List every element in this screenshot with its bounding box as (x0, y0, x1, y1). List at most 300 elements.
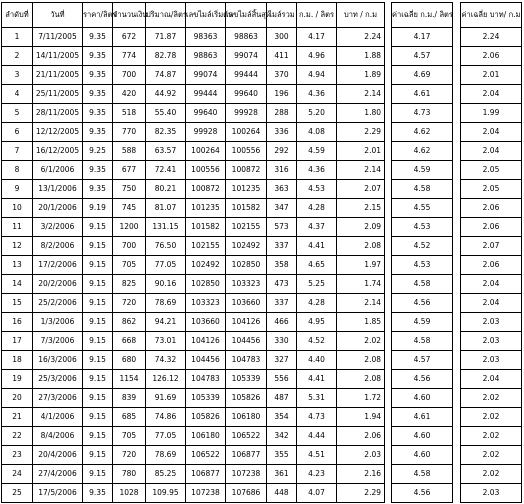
cell-km-per-l: 4.65 (297, 256, 337, 275)
cell-odo-start: 100264 (186, 142, 226, 161)
cell-distance: 300 (267, 28, 297, 47)
cell-km-per-l: 4.44 (297, 427, 337, 446)
cell-km-per-l: 5.20 (297, 104, 337, 123)
table-row (461, 199, 522, 218)
cell-date: 8/2/2006 (33, 237, 83, 256)
cell-odo-end: 100264 (226, 123, 267, 142)
table-row (2, 85, 385, 104)
table-row (461, 28, 522, 47)
cell-baht-per-km: 2.14 (337, 161, 385, 180)
cell-km-per-l: 4.36 (297, 161, 337, 180)
header-odo-end: เลขไมล์สิ้นสุด (226, 3, 267, 28)
header-price: ราคา/ลิตร (83, 3, 113, 28)
cell-price: 9.15 (83, 427, 113, 446)
cell-volume: 74.32 (146, 351, 186, 370)
cell-amount: 705 (113, 256, 146, 275)
cell-odo-end: 107686 (226, 484, 267, 503)
cell-no: 21 (2, 408, 33, 427)
cell-odo-end: 99640 (226, 85, 267, 104)
cell-distance: 448 (267, 484, 297, 503)
cell-odo-end: 107238 (226, 465, 267, 484)
cell-km-per-l: 4.94 (297, 66, 337, 85)
header-row (392, 3, 453, 28)
cell-avg-baht-per-km: 1.99 (461, 104, 522, 123)
cell-baht-per-km: 2.01 (337, 142, 385, 161)
table-row (392, 484, 453, 503)
cell-price: 9.35 (83, 104, 113, 123)
table-row (2, 47, 385, 66)
cell-no: 6 (2, 123, 33, 142)
cell-date: 17/5/2006 (33, 484, 83, 503)
cell-avg-km-per-l: 4.57 (392, 47, 453, 66)
table-row (461, 123, 522, 142)
cell-odo-end: 104783 (226, 351, 267, 370)
cell-volume: 82.78 (146, 47, 186, 66)
cell-avg-km-per-l: 4.62 (392, 142, 453, 161)
cell-amount: 839 (113, 389, 146, 408)
header-row (461, 3, 522, 28)
cell-price: 9.35 (83, 85, 113, 104)
table-row (461, 161, 522, 180)
cell-baht-per-km: 1.94 (337, 408, 385, 427)
cell-price: 9.15 (83, 313, 113, 332)
cell-distance: 337 (267, 237, 297, 256)
cell-no: 14 (2, 275, 33, 294)
table-row (2, 294, 385, 313)
cell-avg-km-per-l: 4.61 (392, 408, 453, 427)
cell-baht-per-km: 2.02 (337, 332, 385, 351)
cell-volume: 44.92 (146, 85, 186, 104)
cell-odo-start: 106877 (186, 465, 226, 484)
cell-volume: 80.21 (146, 180, 186, 199)
table-row (2, 237, 385, 256)
cell-avg-baht-per-km: 2.02 (461, 427, 522, 446)
header-avg-baht-per-km: ค่าเฉลี่ย บาท/ ก.ม (461, 3, 522, 28)
cell-odo-start: 106522 (186, 446, 226, 465)
table-row (392, 256, 453, 275)
cell-amount: 1200 (113, 218, 146, 237)
table-row (461, 47, 522, 66)
cell-avg-baht-per-km: 2.04 (461, 294, 522, 313)
cell-odo-start: 107238 (186, 484, 226, 503)
cell-odo-end: 100872 (226, 161, 267, 180)
table-row (392, 66, 453, 85)
cell-baht-per-km: 2.29 (337, 123, 385, 142)
cell-baht-per-km: 1.80 (337, 104, 385, 123)
cell-volume: 74.86 (146, 408, 186, 427)
cell-price: 9.15 (83, 465, 113, 484)
cell-volume: 71.87 (146, 28, 186, 47)
cell-avg-baht-per-km: 2.02 (461, 446, 522, 465)
table-row (392, 180, 453, 199)
cell-distance: 411 (267, 47, 297, 66)
cell-no: 20 (2, 389, 33, 408)
cell-price: 9.15 (83, 389, 113, 408)
cell-odo-start: 105826 (186, 408, 226, 427)
cell-baht-per-km: 2.08 (337, 370, 385, 389)
cell-date: 4/1/2006 (33, 408, 83, 427)
fuel-log-table (1, 2, 385, 503)
cell-distance: 370 (267, 66, 297, 85)
cell-odo-end: 99074 (226, 47, 267, 66)
table-row (461, 218, 522, 237)
cell-volume: 55.40 (146, 104, 186, 123)
cell-avg-km-per-l: 4.59 (392, 161, 453, 180)
cell-volume: 76.50 (146, 237, 186, 256)
cell-km-per-l: 4.73 (297, 408, 337, 427)
table-row (392, 389, 453, 408)
table-row (2, 446, 385, 465)
cell-price: 9.15 (83, 218, 113, 237)
avg-km-per-liter-table (391, 2, 453, 503)
cell-avg-km-per-l: 4.58 (392, 465, 453, 484)
table-row (392, 142, 453, 161)
cell-km-per-l: 4.41 (297, 237, 337, 256)
table-row (461, 104, 522, 123)
table-row (392, 237, 453, 256)
cell-distance: 330 (267, 332, 297, 351)
cell-odo-start: 104456 (186, 351, 226, 370)
cell-odo-end: 102492 (226, 237, 267, 256)
cell-odo-end: 100556 (226, 142, 267, 161)
cell-baht-per-km: 1.89 (337, 66, 385, 85)
cell-price: 9.35 (83, 28, 113, 47)
cell-odo-start: 99444 (186, 85, 226, 104)
cell-date: 7/11/2005 (33, 28, 83, 47)
cell-odo-start: 98363 (186, 28, 226, 47)
cell-amount: 770 (113, 123, 146, 142)
cell-no: 7 (2, 142, 33, 161)
cell-avg-km-per-l: 4.69 (392, 66, 453, 85)
cell-km-per-l: 4.28 (297, 199, 337, 218)
cell-price: 9.15 (83, 237, 113, 256)
table-row (461, 408, 522, 427)
cell-avg-baht-per-km: 2.04 (461, 142, 522, 161)
cell-price: 9.35 (83, 66, 113, 85)
cell-date: 20/1/2006 (33, 199, 83, 218)
cell-distance: 347 (267, 199, 297, 218)
cell-odo-start: 100556 (186, 161, 226, 180)
table-row (392, 408, 453, 427)
table-row (392, 294, 453, 313)
cell-odo-end: 103323 (226, 275, 267, 294)
cell-no: 5 (2, 104, 33, 123)
cell-volume: 74.87 (146, 66, 186, 85)
cell-avg-baht-per-km: 2.06 (461, 256, 522, 275)
cell-avg-km-per-l: 4.55 (392, 199, 453, 218)
cell-avg-baht-per-km: 2.06 (461, 199, 522, 218)
cell-avg-km-per-l: 4.60 (392, 389, 453, 408)
table-row (461, 180, 522, 199)
cell-price: 9.15 (83, 275, 113, 294)
cell-amount: 720 (113, 446, 146, 465)
cell-km-per-l: 5.31 (297, 389, 337, 408)
cell-baht-per-km: 2.15 (337, 199, 385, 218)
cell-volume: 81.07 (146, 199, 186, 218)
cell-volume: 94.21 (146, 313, 186, 332)
cell-baht-per-km: 2.14 (337, 294, 385, 313)
cell-amount: 668 (113, 332, 146, 351)
table-row (392, 199, 453, 218)
cell-odo-end: 104456 (226, 332, 267, 351)
cell-price: 9.15 (83, 256, 113, 275)
cell-price: 9.35 (83, 47, 113, 66)
table-row (392, 275, 453, 294)
cell-baht-per-km: 1.72 (337, 389, 385, 408)
cell-odo-end: 106522 (226, 427, 267, 446)
cell-date: 25/11/2005 (33, 85, 83, 104)
table-row (461, 85, 522, 104)
cell-date: 25/3/2006 (33, 370, 83, 389)
cell-odo-end: 101235 (226, 180, 267, 199)
header-odo-start: เลขไมล์เริ่มต้น (186, 3, 226, 28)
table-row (2, 389, 385, 408)
cell-date: 1/3/2006 (33, 313, 83, 332)
table-row (392, 427, 453, 446)
cell-baht-per-km: 1.97 (337, 256, 385, 275)
cell-avg-km-per-l: 4.56 (392, 370, 453, 389)
cell-volume: 72.41 (146, 161, 186, 180)
cell-price: 9.35 (83, 123, 113, 142)
cell-odo-start: 106180 (186, 427, 226, 446)
cell-price: 9.19 (83, 199, 113, 218)
cell-date: 25/2/2006 (33, 294, 83, 313)
cell-distance: 288 (267, 104, 297, 123)
cell-distance: 573 (267, 218, 297, 237)
table-row (461, 294, 522, 313)
cell-baht-per-km: 2.07 (337, 180, 385, 199)
cell-odo-start: 99074 (186, 66, 226, 85)
cell-volume: 91.69 (146, 389, 186, 408)
cell-baht-per-km: 2.16 (337, 465, 385, 484)
cell-odo-end: 104126 (226, 313, 267, 332)
cell-no: 15 (2, 294, 33, 313)
header-avg-km-per-l: ค่าเฉลี่ย ก.ม./ ลิตร (392, 3, 453, 28)
cell-amount: 862 (113, 313, 146, 332)
cell-baht-per-km: 2.14 (337, 85, 385, 104)
cell-volume: 78.69 (146, 294, 186, 313)
avg-baht-per-km-table (460, 2, 522, 503)
cell-price: 9.35 (83, 484, 113, 503)
cell-avg-baht-per-km: 2.02 (461, 408, 522, 427)
cell-distance: 361 (267, 465, 297, 484)
cell-odo-start: 101582 (186, 218, 226, 237)
cell-date: 3/2/2006 (33, 218, 83, 237)
cell-baht-per-km: 2.24 (337, 28, 385, 47)
table-row (392, 123, 453, 142)
cell-odo-end: 101582 (226, 199, 267, 218)
cell-km-per-l: 4.23 (297, 465, 337, 484)
cell-km-per-l: 4.07 (297, 484, 337, 503)
cell-odo-start: 103323 (186, 294, 226, 313)
cell-avg-km-per-l: 4.57 (392, 351, 453, 370)
cell-avg-km-per-l: 4.53 (392, 218, 453, 237)
cell-price: 9.15 (83, 370, 113, 389)
cell-avg-km-per-l: 4.56 (392, 294, 453, 313)
table-row (461, 389, 522, 408)
header-no: ลำดับที่ (2, 3, 33, 28)
cell-volume: 109.95 (146, 484, 186, 503)
header-row (2, 3, 385, 28)
cell-avg-baht-per-km: 2.03 (461, 484, 522, 503)
cell-km-per-l: 4.51 (297, 446, 337, 465)
cell-km-per-l: 4.17 (297, 28, 337, 47)
cell-distance: 337 (267, 294, 297, 313)
cell-price: 9.35 (83, 180, 113, 199)
cell-volume: 73.01 (146, 332, 186, 351)
table-row (392, 313, 453, 332)
cell-avg-baht-per-km: 2.04 (461, 275, 522, 294)
cell-odo-end: 99928 (226, 104, 267, 123)
table-row (461, 313, 522, 332)
table-row (2, 142, 385, 161)
cell-distance: 473 (267, 275, 297, 294)
table-row (2, 275, 385, 294)
cell-avg-baht-per-km: 2.04 (461, 370, 522, 389)
cell-odo-start: 104783 (186, 370, 226, 389)
table-row (461, 446, 522, 465)
table-row (2, 332, 385, 351)
cell-no: 11 (2, 218, 33, 237)
table-row (461, 256, 522, 275)
cell-no: 23 (2, 446, 33, 465)
cell-distance: 342 (267, 427, 297, 446)
cell-odo-start: 98863 (186, 47, 226, 66)
table-row (392, 28, 453, 47)
cell-avg-km-per-l: 4.60 (392, 446, 453, 465)
cell-date: 20/4/2006 (33, 446, 83, 465)
cell-price: 9.15 (83, 408, 113, 427)
header-baht-per-km: บาท / ก.ม (337, 3, 385, 28)
cell-avg-km-per-l: 4.52 (392, 237, 453, 256)
cell-amount: 705 (113, 427, 146, 446)
cell-baht-per-km: 2.06 (337, 427, 385, 446)
cell-avg-baht-per-km: 2.06 (461, 47, 522, 66)
table-row (392, 218, 453, 237)
table-row (2, 218, 385, 237)
table-row (392, 104, 453, 123)
cell-avg-baht-per-km: 2.03 (461, 313, 522, 332)
table-row (461, 465, 522, 484)
table-row (2, 161, 385, 180)
cell-avg-baht-per-km: 2.06 (461, 218, 522, 237)
cell-km-per-l: 4.37 (297, 218, 337, 237)
cell-distance: 363 (267, 180, 297, 199)
cell-amount: 774 (113, 47, 146, 66)
cell-no: 16 (2, 313, 33, 332)
cell-odo-start: 99928 (186, 123, 226, 142)
cell-km-per-l: 4.95 (297, 313, 337, 332)
cell-volume: 77.05 (146, 256, 186, 275)
table-row (392, 351, 453, 370)
cell-distance: 358 (267, 256, 297, 275)
cell-date: 12/12/2005 (33, 123, 83, 142)
cell-no: 24 (2, 465, 33, 484)
cell-km-per-l: 5.25 (297, 275, 337, 294)
cell-baht-per-km: 2.08 (337, 237, 385, 256)
cell-avg-baht-per-km: 2.24 (461, 28, 522, 47)
table-row (2, 28, 385, 47)
table-row (2, 123, 385, 142)
table-row (461, 484, 522, 503)
cell-avg-baht-per-km: 2.03 (461, 332, 522, 351)
cell-price: 9.15 (83, 332, 113, 351)
cell-avg-km-per-l: 4.59 (392, 313, 453, 332)
cell-baht-per-km: 1.74 (337, 275, 385, 294)
cell-baht-per-km: 1.88 (337, 47, 385, 66)
cell-km-per-l: 4.59 (297, 142, 337, 161)
cell-amount: 685 (113, 408, 146, 427)
table-row (2, 427, 385, 446)
cell-avg-baht-per-km: 2.04 (461, 85, 522, 104)
table-row (2, 351, 385, 370)
cell-avg-baht-per-km: 2.04 (461, 123, 522, 142)
cell-odo-end: 102850 (226, 256, 267, 275)
cell-date: 14/11/2005 (33, 47, 83, 66)
table-row (461, 237, 522, 256)
cell-avg-km-per-l: 4.73 (392, 104, 453, 123)
cell-odo-start: 101235 (186, 199, 226, 218)
cell-volume: 82.35 (146, 123, 186, 142)
cell-date: 16/12/2005 (33, 142, 83, 161)
cell-odo-end: 99444 (226, 66, 267, 85)
table-row (461, 370, 522, 389)
header-amount: จำนวนเงิน (113, 3, 146, 28)
table-row (2, 465, 385, 484)
cell-odo-end: 98863 (226, 28, 267, 47)
cell-avg-km-per-l: 4.58 (392, 275, 453, 294)
cell-distance: 292 (267, 142, 297, 161)
cell-date: 13/1/2006 (33, 180, 83, 199)
cell-volume: 85.25 (146, 465, 186, 484)
cell-distance: 354 (267, 408, 297, 427)
table-row (461, 275, 522, 294)
cell-no: 4 (2, 85, 33, 104)
cell-no: 17 (2, 332, 33, 351)
cell-amount: 720 (113, 294, 146, 313)
cell-no: 19 (2, 370, 33, 389)
cell-volume: 90.16 (146, 275, 186, 294)
cell-baht-per-km: 2.03 (337, 446, 385, 465)
cell-avg-baht-per-km: 2.03 (461, 351, 522, 370)
cell-price: 9.15 (83, 446, 113, 465)
header-volume: ปริมาณ/ลิตร (146, 3, 186, 28)
cell-price: 9.25 (83, 142, 113, 161)
table-row (2, 180, 385, 199)
cell-amount: 825 (113, 275, 146, 294)
cell-no: 10 (2, 199, 33, 218)
cell-amount: 700 (113, 237, 146, 256)
cell-no: 8 (2, 161, 33, 180)
cell-amount: 518 (113, 104, 146, 123)
table-row (2, 104, 385, 123)
cell-avg-km-per-l: 4.58 (392, 180, 453, 199)
cell-amount: 700 (113, 66, 146, 85)
cell-avg-baht-per-km: 2.05 (461, 161, 522, 180)
cell-baht-per-km: 1.85 (337, 313, 385, 332)
cell-odo-start: 102850 (186, 275, 226, 294)
cell-avg-km-per-l: 4.53 (392, 256, 453, 275)
cell-avg-baht-per-km: 2.07 (461, 237, 522, 256)
cell-date: 7/3/2006 (33, 332, 83, 351)
cell-no: 25 (2, 484, 33, 503)
cell-date: 27/3/2006 (33, 389, 83, 408)
cell-no: 13 (2, 256, 33, 275)
cell-avg-baht-per-km: 2.02 (461, 389, 522, 408)
cell-date: 28/11/2005 (33, 104, 83, 123)
table-row (2, 370, 385, 389)
table-row (2, 66, 385, 85)
